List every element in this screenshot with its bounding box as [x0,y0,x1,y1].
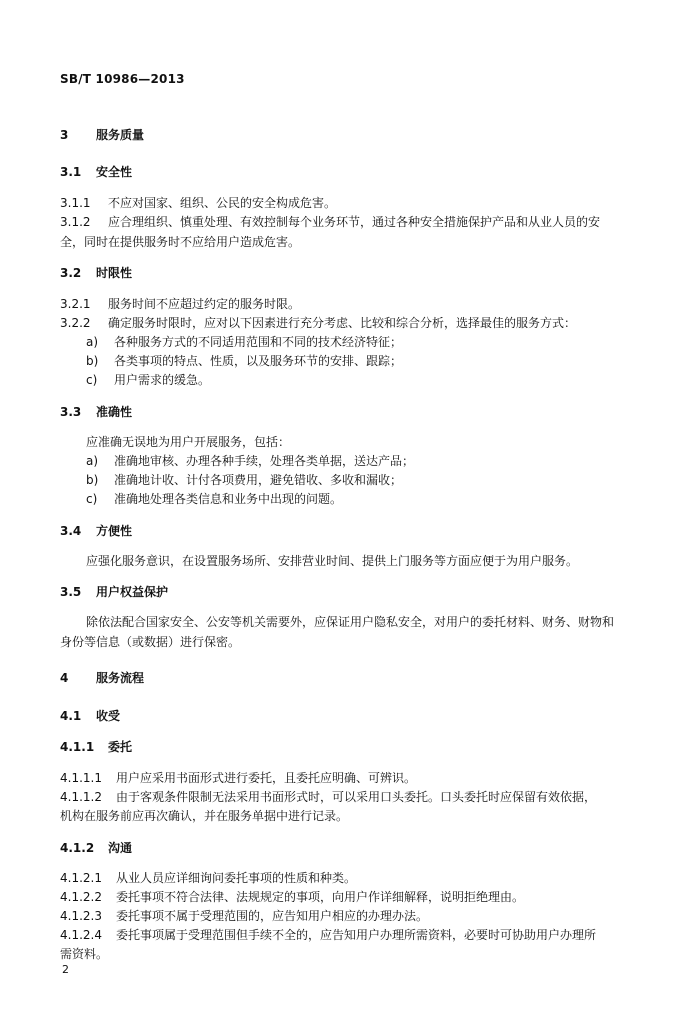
line-text: 除依法配合国家安全、公安等机关需要外，应保证用户隐私安全，对用户的委托材料、财务、财物和 [86,615,615,629]
clause-number: 3.3 [60,405,82,419]
heading-text: 沟通 [108,841,133,855]
paragraph-line [60,214,645,230]
heading-text: 服务流程 [96,671,145,685]
list-marker: b) [86,354,99,368]
section-heading [60,523,645,539]
clause-number: 4.1.2 [60,841,95,855]
paragraph-line [60,770,645,786]
heading-text: 准确性 [96,405,133,419]
clause-number: 4 [60,671,69,685]
list-item [86,334,646,350]
paragraph-line [60,195,645,211]
paragraph-line [60,634,645,650]
paragraph-line [60,946,645,962]
paragraph-line [60,296,645,312]
standard-code-header: SB/T 10986—2013 [60,72,185,86]
section-heading [60,739,645,755]
paragraph-line [60,808,645,824]
paragraph-line [60,315,645,331]
clause-number: 4.1.2.4 [60,928,102,942]
line-text: 不应对国家、组织、公民的安全构成危害。 [108,196,337,210]
line-text: 准确地处理各类信息和业务中出现的问题。 [114,492,343,506]
line-text: 应强化服务意识，在设置服务场所、安排营业时间、提供上门服务等方面应便于为用户服务。 [86,554,579,568]
line-text: 委托事项属于受理范围但手续不全的，应告知用户办理所需资料，必要时可协助用户办理所 [116,928,597,942]
heading-text: 服务质量 [96,128,145,142]
line-text: 需资料。 [60,947,109,961]
paragraph-line [86,553,646,569]
section-heading [60,670,645,686]
line-text: 用户需求的缓急。 [114,373,211,387]
line-text: 服务时间不应超过约定的服务时限。 [108,297,301,311]
section-heading [60,164,645,180]
line-text: 各类事项的特点、性质，以及服务环节的安排、跟踪； [114,354,403,368]
clause-number: 3.5 [60,585,82,599]
line-text: 确定服务时限时，应对以下因素进行充分考虑、比较和综合分析，选择最佳的服务方式： [108,316,577,330]
list-marker: a) [86,335,99,349]
paragraph-line [86,614,646,630]
paragraph-line [60,234,645,250]
list-item [86,491,646,507]
clause-number: 4.1.1.2 [60,790,102,804]
list-item [86,472,646,488]
line-text: 机构在服务前应再次确认，并在服务单据中进行记录。 [60,809,349,823]
clause-number: 4.1.2.1 [60,871,102,885]
clause-number: 3 [60,128,69,142]
paragraph-line [60,927,645,943]
line-text: 用户应采用书面形式进行委托，且委托应明确、可辨识。 [116,771,417,785]
list-marker: c) [86,373,98,387]
section-heading [60,708,645,724]
line-text: 由于客观条件限制无法采用书面形式时，可以采用口头委托。口头委托时应保留有效依据， [116,790,597,804]
line-text: 委托事项不符合法律、法规规定的事项，向用户作详细解释，说明拒绝理由。 [116,890,525,904]
clause-number: 3.2.1 [60,297,91,311]
line-text: 委托事项不属于受理范围的，应告知用户相应的办理办法。 [116,909,429,923]
clause-number: 4.1 [60,709,82,723]
list-marker: c) [86,492,98,506]
clause-number: 3.4 [60,524,82,538]
list-item [86,353,646,369]
clause-number: 4.1.1 [60,740,95,754]
paragraph-line [60,870,645,886]
line-text: 应准确无误地为用户开展服务，包括： [86,435,291,449]
heading-text: 方便性 [96,524,133,538]
clause-number: 4.1.1.1 [60,771,102,785]
paragraph-line [60,789,645,805]
paragraph-line [60,908,645,924]
section-heading [60,265,645,281]
list-item [86,372,646,388]
clause-number: 4.1.2.2 [60,890,102,904]
list-item [86,453,646,469]
list-marker: a) [86,454,99,468]
heading-text: 时限性 [96,266,133,280]
section-heading [60,840,645,856]
line-text: 应合理组织、慎重处理、有效控制每个业务环节，通过各种安全措施保护产品和从业人员的安 [108,215,601,229]
paragraph-line [60,889,645,905]
line-text: 全，同时在提供服务时不应给用户造成危害。 [60,235,301,249]
line-text: 准确地审核、办理各种手续，处理各类单据，送达产品； [114,454,415,468]
section-heading [60,584,645,600]
clause-number: 3.1.2 [60,215,91,229]
line-text: 准确地计收、计付各项费用，避免错收、多收和漏收； [114,473,403,487]
clause-number: 3.2 [60,266,82,280]
page-number: 2 [62,963,69,976]
clause-number: 3.2.2 [60,316,91,330]
heading-text: 安全性 [96,165,133,179]
line-text: 身份等信息（或数据）进行保密。 [60,635,241,649]
clause-number: 3.1.1 [60,196,91,210]
list-marker: b) [86,473,99,487]
heading-text: 委托 [108,740,133,754]
clause-number: 4.1.2.3 [60,909,102,923]
line-text: 从业人员应详细询问委托事项的性质和种类。 [116,871,357,885]
paragraph-line [86,434,646,450]
clause-number: 3.1 [60,165,82,179]
heading-text: 用户权益保护 [96,585,169,599]
heading-text: 收受 [96,709,121,723]
section-heading [60,127,645,143]
section-heading [60,404,645,420]
line-text: 各种服务方式的不同适用范围和不同的技术经济特征； [114,335,403,349]
